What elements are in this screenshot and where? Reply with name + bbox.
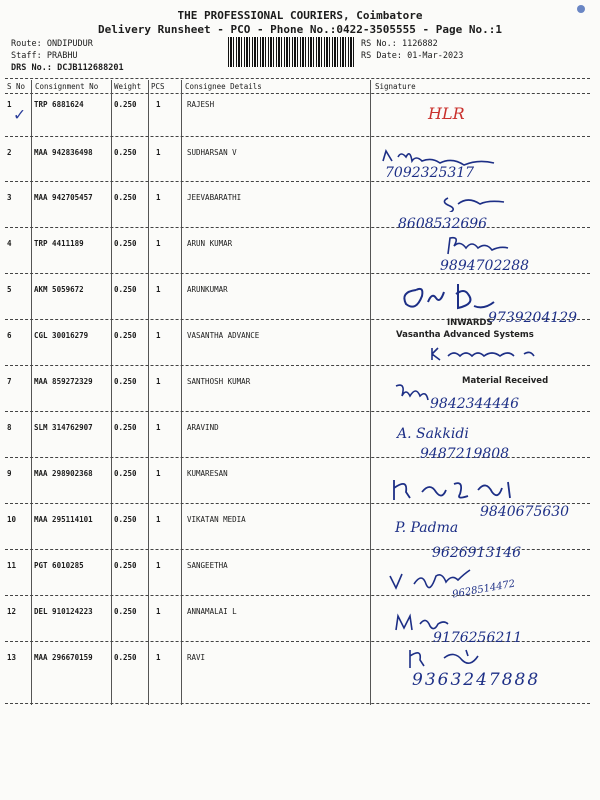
- rs-no-label: RS No.:: [361, 39, 397, 49]
- rs-no-value: 1126882: [401, 39, 438, 49]
- row-weight: 0.250: [114, 239, 137, 248]
- row-sno: 1: [7, 100, 12, 109]
- signature-phone-7: 9842344446: [430, 396, 520, 412]
- row-consignee: VIKATAN MEDIA: [187, 515, 246, 524]
- row-weight: 0.250: [114, 423, 137, 432]
- row-pcs: 1: [156, 653, 161, 662]
- row-consignee: SANGEETHA: [187, 561, 228, 570]
- col-header-sno: S No: [7, 82, 26, 91]
- row-weight: 0.250: [114, 285, 137, 294]
- signature-scribble: [392, 382, 432, 406]
- row-weight: 0.250: [114, 377, 137, 386]
- signature-phone-3: 8608532696: [398, 216, 488, 232]
- signature-phone-13: 9363247888: [412, 670, 541, 690]
- row-weight: 0.250: [114, 469, 137, 478]
- signature-phone-4: 9894702288: [440, 258, 530, 274]
- rs-date-line: [361, 51, 463, 61]
- document-title: THE PROFESSIONAL COURIERS, Coimbatore: [177, 9, 423, 22]
- rs-date-label: RS Date:: [361, 51, 402, 61]
- col-header-consignee: Consignee Details: [185, 82, 262, 91]
- signature-scribble: [444, 234, 534, 256]
- signature-phone-8: 9487219808: [420, 446, 510, 462]
- row-consignment-no: TRP 4411189: [34, 239, 84, 248]
- row-pcs: 1: [156, 193, 161, 202]
- row-consignment-no: MAA 298902368: [34, 469, 93, 478]
- row-divider: [5, 181, 590, 182]
- signature-scribble: [440, 192, 510, 212]
- checkmark-icon: ✓: [14, 104, 25, 125]
- rs-date-value: 01-Mar-2023: [407, 51, 464, 61]
- signature-phone-12: 9176256211: [433, 630, 523, 646]
- row-weight: 0.250: [114, 193, 137, 202]
- table-header-rule: [5, 93, 590, 94]
- row-weight: 0.250: [114, 331, 137, 340]
- row-consignment-no: MAA 942705457: [34, 193, 93, 202]
- row-consignee: JEEVABARATHI: [187, 193, 242, 202]
- drs-label: DRS No.:: [11, 63, 52, 73]
- row-weight: 0.250: [114, 561, 137, 570]
- row-sno: 11: [7, 561, 17, 570]
- row-weight: 0.250: [114, 100, 137, 109]
- staff-label: Staff:: [11, 51, 42, 61]
- signature-phone-6: 9739204129: [488, 310, 578, 326]
- col-divider: [370, 80, 371, 705]
- rs-no-line: [361, 39, 438, 49]
- document-subtitle: Delivery Runsheet - PCO - Phone No.:0422-3505555 - Page No.:1: [98, 23, 502, 36]
- route-value: ONDIPUDUR: [46, 39, 93, 49]
- barcode: [228, 37, 355, 67]
- signature-phone-2: 7092325317: [385, 165, 475, 181]
- row-sno: 13: [7, 653, 17, 662]
- staff-value: PRABHU: [46, 51, 78, 61]
- row-pcs: 1: [156, 285, 161, 294]
- row-sno: 6: [7, 331, 12, 340]
- row-sno: 12: [7, 607, 17, 616]
- row-consignee: ARUNKUMAR: [187, 285, 228, 294]
- row-consignment-no: DEL 910124223: [34, 607, 93, 616]
- row-sno: 4: [7, 239, 12, 248]
- row-pcs: 1: [156, 469, 161, 478]
- row-weight: 0.250: [114, 148, 137, 157]
- row-pcs: 1: [156, 561, 161, 570]
- col-divider: [181, 80, 182, 705]
- stamp-company: Vasantha Advanced Systems: [396, 330, 534, 340]
- row-sno: 2: [7, 148, 12, 157]
- row-weight: 0.250: [114, 607, 137, 616]
- route-line: [11, 39, 93, 49]
- row-sno: 3: [7, 193, 12, 202]
- row-consignment-no: MAA 859272329: [34, 377, 93, 386]
- row-consignee: VASANTHA ADVANCE: [187, 331, 260, 340]
- col-header-pcs: PCS: [151, 82, 165, 91]
- drs-value: DCJB112688201: [57, 63, 124, 73]
- row-consignment-no: SLM 314762907: [34, 423, 93, 432]
- col-divider: [31, 80, 32, 705]
- row-divider: [5, 365, 590, 366]
- signature-name-10: P. Padma: [395, 520, 459, 536]
- row-sno: 10: [7, 515, 17, 524]
- row-pcs: 1: [156, 377, 161, 386]
- row-sno: 8: [7, 423, 12, 432]
- row-consignee: ARAVIND: [187, 423, 219, 432]
- row-divider: [5, 136, 590, 137]
- col-divider: [111, 80, 112, 705]
- row-consignee: KUMARESAN: [187, 469, 228, 478]
- row-pcs: 1: [156, 148, 161, 157]
- row-consignment-no: PGT 6010285: [34, 561, 84, 570]
- stamp-inwards: INWARDS: [447, 318, 493, 328]
- row-pcs: 1: [156, 607, 161, 616]
- signature-scribble: [428, 344, 543, 364]
- row-consignee: RAJESH: [187, 100, 215, 109]
- route-label: Route:: [11, 39, 42, 49]
- signature-scribble: [396, 282, 496, 316]
- table-top-rule: [5, 78, 590, 79]
- row-consignment-no: TRP 6881624: [34, 100, 84, 109]
- row-divider: [5, 227, 590, 228]
- col-header-signature: Signature: [375, 82, 416, 91]
- row-pcs: 1: [156, 239, 161, 248]
- row-pcs: 1: [156, 515, 161, 524]
- col-divider: [148, 80, 149, 705]
- signature-phone-9: 9840675630: [480, 504, 570, 520]
- row-consignment-no: MAA 942836498: [34, 148, 93, 157]
- row-weight: 0.250: [114, 653, 137, 662]
- signature-phone-11: 9628514472: [451, 578, 517, 601]
- row-consignment-no: MAA 296670159: [34, 653, 93, 662]
- row-pcs: 1: [156, 331, 161, 340]
- signature-phone-10: 9626913146: [432, 545, 522, 561]
- row-pcs: 1: [156, 100, 161, 109]
- row-divider: [5, 703, 590, 704]
- row-consignee: ARUN KUMAR: [187, 239, 233, 248]
- signature-scribble: [388, 476, 528, 506]
- row-sno: 9: [7, 469, 12, 478]
- row-consignment-no: CGL 30016279: [34, 331, 89, 340]
- stamp-material-received: Material Received: [462, 376, 549, 386]
- row-consignee: ANNAMALAI L: [187, 607, 237, 616]
- row-sno: 5: [7, 285, 12, 294]
- drs-line: [11, 63, 124, 73]
- row-consignment-no: MAA 295114101: [34, 515, 93, 524]
- row-divider: [5, 595, 590, 596]
- row-consignment-no: AKM 5059672: [34, 285, 84, 294]
- col-header-weight: Weight: [114, 82, 142, 91]
- signature-hlr: HLR: [428, 104, 465, 123]
- row-sno: 7: [7, 377, 12, 386]
- staff-line: [11, 51, 78, 61]
- signature-scribble: [404, 646, 494, 670]
- col-header-consignment: Consignment No: [35, 82, 99, 91]
- row-weight: 0.250: [114, 515, 137, 524]
- row-consignee: SANTHOSH KUMAR: [187, 377, 251, 386]
- row-consignee: SUDHARSAN V: [187, 148, 237, 157]
- row-pcs: 1: [156, 423, 161, 432]
- signature-name-8: A. Sakkidi: [397, 426, 469, 442]
- row-consignee: RAVI: [187, 653, 206, 662]
